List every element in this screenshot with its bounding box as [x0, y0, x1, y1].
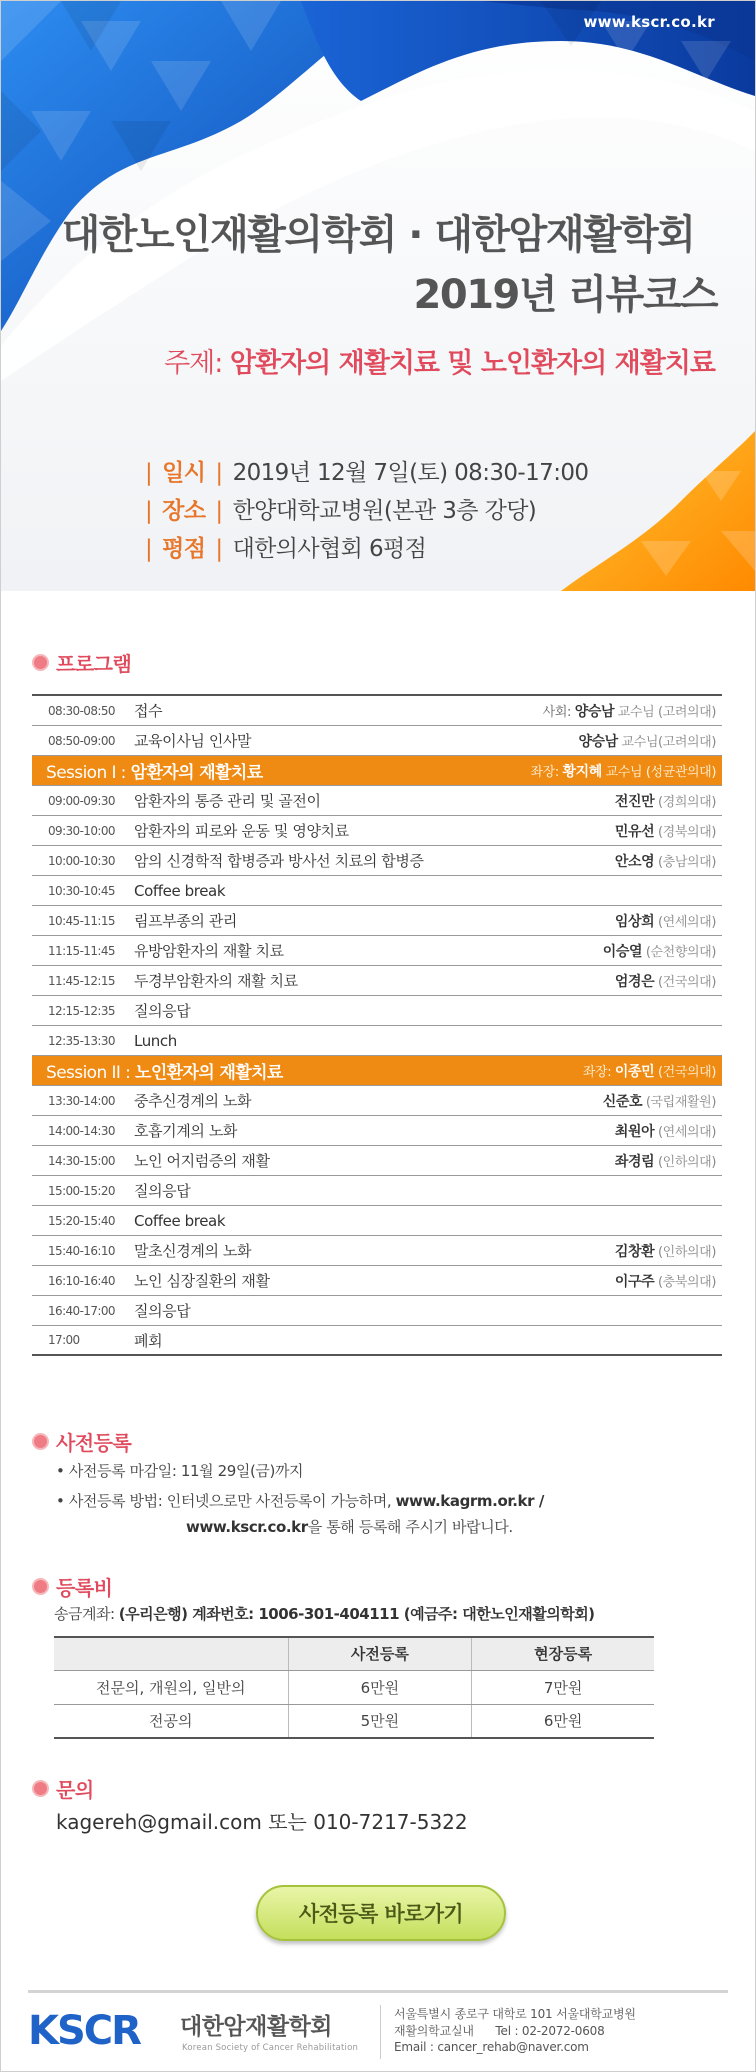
theme-text: 암환자의 재활치료 및 노인환자의 재활치료: [229, 348, 715, 379]
bullet-dot-icon: [32, 654, 49, 671]
fee-heading: [32, 1572, 112, 1601]
program-speaker: 김창환 (인하의대): [614, 1243, 716, 1260]
title-line1: 대한노인재활의학회 · 대한암재활학회: [61, 212, 695, 258]
fee-cell: 5만원: [288, 1704, 472, 1738]
org-name: 대한암재활학회: [180, 2014, 333, 2040]
program-time: 11:45-12:15: [48, 973, 115, 988]
program-row: [32, 846, 722, 876]
program-row: [32, 1116, 722, 1146]
preregistration-heading-text: 사전등록: [56, 1431, 132, 1455]
program-time: 12:35-13:30: [48, 1033, 115, 1048]
program-topic: 암환자의 통증 관리 및 골전이: [134, 792, 321, 810]
fee-cell: 전공의: [54, 1704, 288, 1738]
bullet-dot-icon: [32, 1780, 49, 1797]
info-date-key: 일시: [162, 460, 206, 486]
program-topic: 접수: [134, 702, 163, 720]
program-row: [32, 786, 722, 816]
program-time: 11:15-11:45: [48, 943, 115, 958]
fee-table: [54, 1636, 654, 1739]
program-row: [32, 1266, 722, 1296]
preregistration-method-line2: [186, 1516, 513, 1537]
program-time: 15:00-15:20: [48, 1183, 115, 1198]
program-speaker: 양승남 교수님(고려의대): [578, 733, 716, 750]
program-topic: Lunch: [134, 1031, 177, 1050]
program-time: 10:45-11:15: [48, 913, 115, 928]
program-row: [32, 936, 722, 966]
fee-cell: 6만원: [288, 1670, 472, 1704]
footer-email[interactable]: Email : cancer_rehab@naver.com: [394, 2040, 589, 2054]
program-row: [32, 1086, 722, 1116]
footer-separator: [380, 2005, 381, 2059]
org-name-en: Korean Society of Cancer Rehabilitation: [182, 2043, 359, 2053]
program-speaker: 임상희 (연세의대): [614, 913, 716, 930]
program-row: [32, 996, 722, 1026]
program-time: 10:00-10:30: [48, 853, 115, 868]
program-topic: 노인 어지럼증의 재활: [134, 1152, 270, 1170]
info-date: | 일시 | 2019년 12월 7일(토) 08:30-17:00: [145, 460, 589, 486]
info-credit-key: 평점: [162, 536, 206, 562]
program-topic: Coffee break: [134, 1211, 226, 1230]
preregistration-heading: [32, 1427, 131, 1456]
program-topic: Coffee break: [134, 881, 226, 900]
program-topic: 노인 심장질환의 재활: [134, 1272, 270, 1290]
program-row: [32, 1146, 722, 1176]
program-row: [32, 1236, 722, 1266]
session-header: [32, 1056, 722, 1086]
program-speaker: 민유선 (경북의대): [614, 823, 716, 840]
bullet-dot-icon: [32, 1578, 49, 1595]
fee-row: [54, 1704, 654, 1738]
fee-row: [54, 1670, 654, 1704]
info-venue-value: 한양대학교병원(본관 3층 강당): [232, 498, 537, 524]
program-time: 16:10-16:40: [48, 1273, 115, 1288]
info-credit-value: 대한의사협회 6평점: [232, 536, 427, 562]
program-time: 09:30-10:00: [48, 823, 115, 838]
program-speaker: 좌경림 (인하의대): [614, 1153, 716, 1170]
program-topic: 암환자의 피로와 운동 및 영양치료: [134, 822, 349, 840]
program-time: 13:30-14:00: [48, 1093, 115, 1108]
session-header: [32, 756, 722, 786]
method-site2-link[interactable]: www.kscr.co.kr: [186, 1518, 308, 1536]
program-row: [32, 876, 722, 906]
program-topic: 림프부종의 관리: [134, 912, 237, 930]
program-time: 15:20-15:40: [48, 1213, 115, 1228]
contact-heading-text: 문의: [56, 1778, 94, 1802]
fee-heading-text: 등록비: [56, 1576, 113, 1600]
account-label: 송금계좌:: [54, 1605, 119, 1623]
info-venue-key: 장소: [162, 498, 206, 524]
program-time: 08:50-09:00: [48, 733, 115, 748]
program-row: [32, 966, 722, 996]
program-topic: 질의응답: [134, 1002, 191, 1020]
fee-cell: 전문의, 개원의, 일반의: [54, 1670, 288, 1704]
logo-text: KSCR: [28, 2008, 140, 2054]
program-speaker: 전진만 (경희의대): [614, 793, 716, 810]
program-row: [32, 1326, 722, 1356]
fee-col-header: 사전등록: [288, 1637, 472, 1670]
fee-col-header: 현장등록: [472, 1637, 654, 1670]
program-speaker: 사회: 양승남 교수님 (고려의대): [542, 703, 716, 720]
info-credit: | 평점 | 대한의사협회 6평점: [145, 536, 427, 562]
program-time: 12:15-12:35: [48, 1003, 115, 1018]
method-tail: 을 통해 등록해 주시기 바랍니다.: [307, 1518, 513, 1536]
session-chair: 좌장: 황지혜 교수님 (성균관의대): [530, 763, 716, 780]
fee-table-header: [54, 1637, 654, 1670]
contact-heading: [32, 1774, 94, 1803]
title-line2: 2019년 리뷰코스: [413, 272, 717, 318]
program-speaker: 신준호 (국립재활원): [602, 1093, 716, 1110]
program-row: [32, 1206, 722, 1236]
info-venue: | 장소 | 한양대학교병원(본관 3층 강당): [145, 498, 537, 524]
preregistration-deadline: • 사전등록 마감일: 11월 29일(금)까지: [56, 1462, 304, 1480]
preregister-button[interactable]: 사전등록 바로가기: [256, 1885, 506, 1941]
program-time: 16:40-17:00: [48, 1303, 115, 1318]
footer-divider: [28, 1990, 728, 1993]
method-site1-link[interactable]: www.kagrm.or.kr /: [395, 1492, 544, 1510]
program-topic: 폐회: [134, 1331, 163, 1350]
program-time: 15:40-16:10: [48, 1243, 115, 1258]
program-topic: 암의 신경학적 합병증과 방사선 치료의 합병증: [134, 852, 424, 870]
program-topic: 중추신경계의 노화: [134, 1092, 252, 1110]
program-speaker: 이구주 (충북의대): [614, 1273, 716, 1290]
program-heading: [32, 648, 131, 677]
account-number: (우리은행) 계좌번호: 1006-301-404111 (예금주: 대한노인재활의학회): [118, 1605, 595, 1623]
program-topic: 호흡기계의 노화: [134, 1122, 237, 1140]
program-heading-text: 프로그램: [56, 652, 132, 676]
contact-info[interactable]: kagereh@gmail.com 또는 010-7217-5322: [56, 1810, 468, 1834]
program-time: 10:30-10:45: [48, 883, 115, 898]
session-chair: 좌장: 이종민 (건국의대): [582, 1063, 716, 1080]
theme-line: [164, 341, 715, 380]
program-row: [32, 1176, 722, 1206]
info-date-value: 2019년 12월 7일(토) 08:30-17:00: [232, 460, 589, 486]
fee-col-header: [54, 1637, 288, 1670]
session-title: Session I : 암환자의 재활치료: [46, 763, 263, 783]
program-row: [32, 726, 722, 756]
program-time: 08:30-08:50: [48, 703, 115, 718]
program-time: 14:30-15:00: [48, 1153, 115, 1168]
theme-label: 주제:: [164, 348, 223, 379]
program-table: [32, 694, 722, 1356]
session-title: Session II : 노인환자의 재활치료: [46, 1063, 283, 1083]
fee-cell: 7만원: [472, 1670, 654, 1704]
program-time: 17:00: [48, 1333, 80, 1347]
program-topic: 질의응답: [134, 1182, 191, 1200]
program-row: [32, 906, 722, 936]
bullet-dot-icon: [32, 1433, 49, 1450]
account-info: [54, 1603, 595, 1624]
program-topic: 질의응답: [134, 1302, 191, 1320]
program-topic: 교육이사님 인사말: [134, 732, 252, 750]
program-topic: 말초신경계의 노화: [134, 1242, 252, 1260]
program-row: [32, 1296, 722, 1326]
program-speaker: 엄경은 (건국의대): [614, 973, 716, 990]
program-topic: 유방암환자의 재활 치료: [134, 942, 284, 960]
program-topic: 두경부암환자의 재활 치료: [134, 972, 298, 990]
address-line1: 서울특별시 종로구 대학로 101 서울대학교병원: [394, 2007, 636, 2021]
preregistration-method: [56, 1490, 544, 1511]
header-banner: [1, 1, 755, 591]
method-text: • 사전등록 방법: 인터넷으로만 사전등록이 가능하며,: [56, 1492, 396, 1510]
program-time: 09:00-09:30: [48, 793, 115, 808]
fee-cell: 6만원: [472, 1704, 654, 1738]
program-row: [32, 1026, 722, 1056]
footer-address: [394, 2006, 636, 2056]
address-line2: 재활의학교실내 Tel : 02-2072-0608: [394, 2023, 605, 2038]
program-speaker: 안소영 (충남의대): [614, 853, 716, 870]
kscr-logo: [28, 2004, 168, 2058]
program-row: [32, 696, 722, 726]
program-row: [32, 816, 722, 846]
program-time: 14:00-14:30: [48, 1123, 115, 1138]
program-speaker: 이승열 (순천향의대): [602, 943, 716, 960]
program-speaker: 최원아 (연세의대): [614, 1123, 716, 1140]
site-url[interactable]: www.kscr.co.kr: [583, 13, 715, 31]
